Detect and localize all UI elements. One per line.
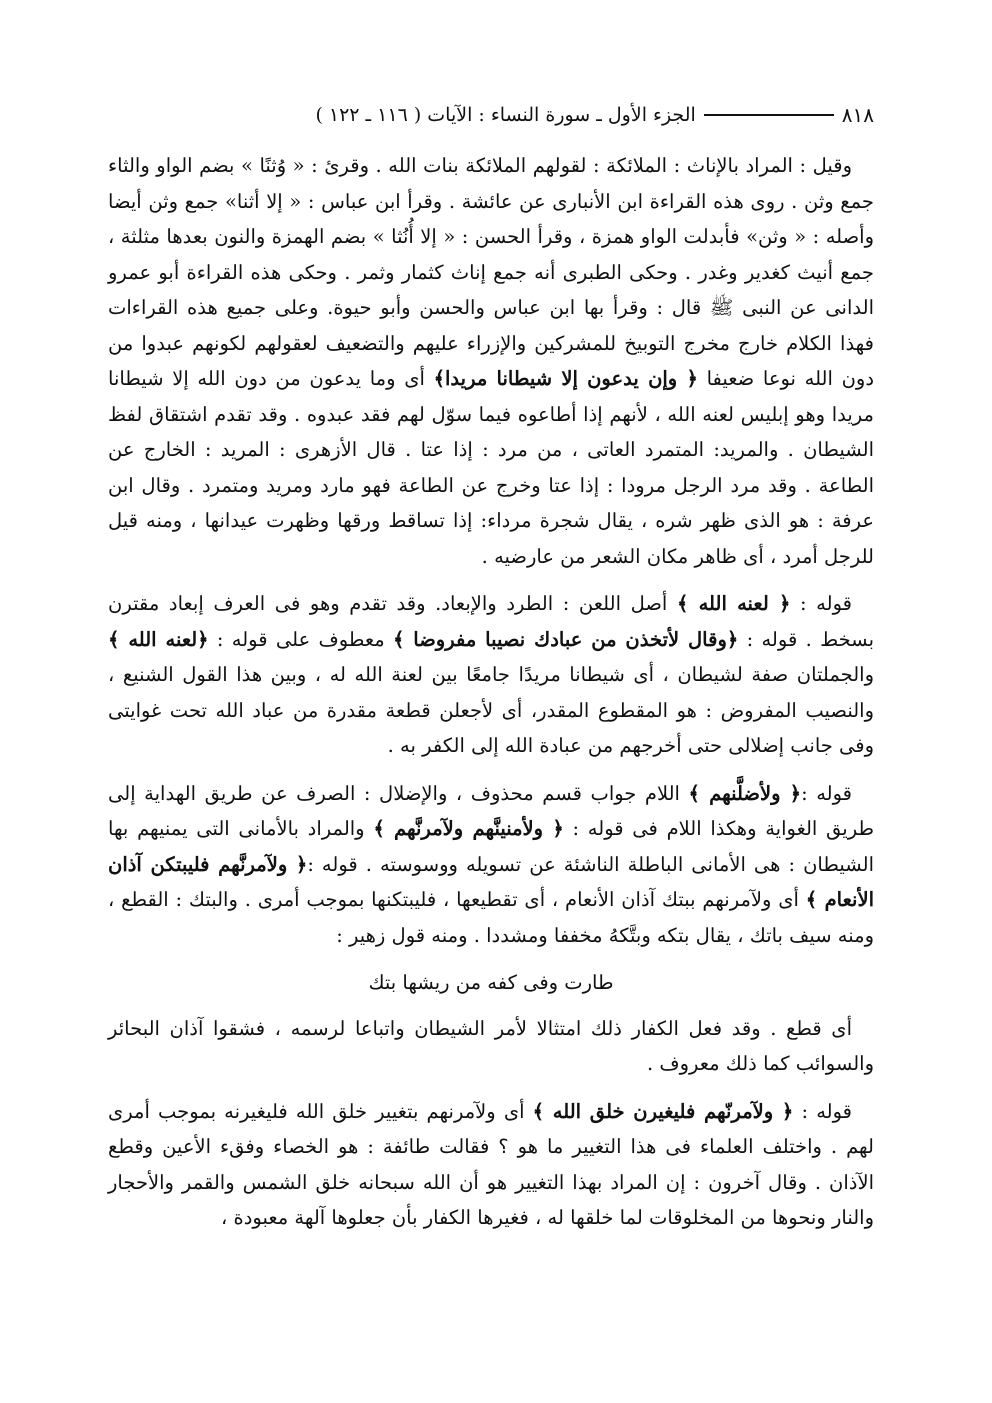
paragraph-3: [108, 776, 874, 954]
text-run: والمراد بالأمانى التى يمنيهم بها الشيطان : هى الأمانى الباطلة الناشئة عن تسويله ووسوسته . قوله :: [108, 817, 875, 876]
page-number: ٨١٨: [841, 103, 874, 127]
page-header: [80, 98, 874, 132]
paragraph-4: [108, 1011, 874, 1082]
text-run: أصل اللعن : الطرد والإبعاد. وقد تقدم وهو فى العرف إبعاد مقترن بسخط . قوله :: [108, 592, 874, 651]
running-title: الجزء الأول ـ سورة النساء : الآيات ( ١١٦ ـ ١٢٢ ): [315, 104, 696, 126]
quran-quote: ﴿ ولأمنينَّهم ولآمرنَّهم ﴾: [373, 817, 564, 840]
quran-quote: ﴿ ولآمرنَّهم فليبتكن آذان الأنعام ﴾: [108, 852, 874, 911]
text-run: أى وما يدعون من دون الله إلا شيطانا مريدا وهو إبليس لعنه الله ، لأنهم إذا أطاعوه فيما سوّل لهم فقد عبدوه . وقد تقدم اشتقاق لفظ الشيطان . والمريد: المتمرد العاتى ، من مرد : إذا عتا . قال الأزهرى : المريد : الخارج عن الطاعة . وقد مرد الرجل مرودا : إذا عتا وخرج عن الطاعة فهو مارد ومريد ومتمرد . وقال ابن عرفة : هو الذى ظهر شره ، يقال شجرة مرداء: إذا تساقط ورقها وظهرت عيدانها ، ومنه قيل للرجل أمرد ، أى ظاهر مكان الشعر من عارضيه .: [108, 367, 874, 568]
quran-quote: ﴿ ولآمرنّهم فليغيرن خلق الله ﴾: [532, 1099, 794, 1123]
text-run: قوله :: [801, 781, 852, 805]
quran-quote: ﴿ وإن يدعون إلا شيطانا مريدا﴾: [433, 367, 698, 390]
text-run: معطوف على قوله :: [208, 627, 393, 651]
text-run: وقيل : المراد بالإناث : الملائكة : لقولهم الملائكة بنات الله . وقرئ : « وُثنًا » بضم الواو والثاء جمع وثن . روى هذه القراءة ابن الأنبارى عن عائشة . وقرأ ابن عباس : « إلا أثنا» جمع وثن أيضا وأصله : « وثن» فأبدلت الواو همزة ، وقرأ الحسن : « إلا أُنُثا » بضم الهمزة والنون بعدها مثلثة ، جمع أنيث كغدير وغدر . وحكى الطبرى أنه جمع إناث كثمار وثمر . وحكى هذه القراءة أبو عمرو الدانى عن النبى ﷺ قال : وقرأ بها ابن عباس والحسن وأبو حيوة. وعلى جميع هذه القراءات فهذا الكلام خارج مخرج التوبيخ للمشركين والإزراء عليهم والتضعيف لعقولهم لكونهم عبدوا من دون الله نوعا ضعيفا: [108, 154, 874, 390]
quran-quote: ﴿لعنه الله ﴾: [108, 627, 209, 651]
poetry-verse: طارت وفى كفه من ريشها بتك: [368, 971, 614, 994]
paragraph-1: [108, 148, 874, 574]
text-run: قوله :: [793, 1099, 852, 1123]
text-run: أى ولآمرنهم ببتك آذان الأنعام ، أى تقطيعها ، فليبتكنها بموجب أمرى . والبتك : القطع ، ومنه سيف باتك ، يقال بتكه وبتَّكهُ مخففا ومشددا . ومنه قول زهير :: [108, 888, 874, 947]
paragraph-5: [108, 1094, 874, 1236]
text-run: اللام جواب قسم محذوف ، والإضلال : الصرف عن طريق الهداية إلى طريق الغواية وهكذا اللام فى قوله :: [108, 781, 875, 840]
paragraph-2: [108, 586, 874, 764]
quran-quote: ﴿ لعنه الله ﴾: [676, 592, 791, 615]
text-run: أى قطع . وقد فعل الكفار ذلك امتثالا لأمر الشيطان واتباعا لرسمه ، فشقوا آذان البحائر والسوائب كما ذلك معروف .: [108, 1016, 874, 1075]
text-run: أى ولآمرنهم بتغيير خلق الله فليغيرنه بموجب أمرى لهم . واختلف العلماء فى هذا التغيير ما هو ؟ فقالت طائفة : هو الخصاء وفقء الأعين وقطع الآذان . وقال آخرون : إن المراد بهذا التغيير هو أن الله سبحانه خلق الشمس والقمر والأحجار والنار ونحوها من المخلوقات لما خلقها له ، فغيرها الكفار بأن جعلوها آلهة معبودة ،: [108, 1099, 874, 1229]
text-run: قوله :: [790, 592, 852, 615]
text-run: والجملتان صفة لشيطان ، أى شيطانا مريدًا جامعًا بين لعنة الله له ، وبين هذا القول الشنيع ، والنصيب المفروض : هو المقطوع المقدر، أى لأجعلن قطعة مقدرة من عباد الله تحت غوايتى وفى جانب إضلالى حتى أخرجهم من عبادة الله إلى الكفر به .: [108, 663, 874, 757]
page-body: [108, 148, 874, 1248]
header-rule: [704, 114, 834, 116]
quran-quote: ﴿ ولأضلَّنهم ﴾: [688, 781, 802, 805]
quran-quote: ﴿وقال لأتخذن من عبادك نصيبا مفروضا ﴾: [392, 627, 739, 651]
